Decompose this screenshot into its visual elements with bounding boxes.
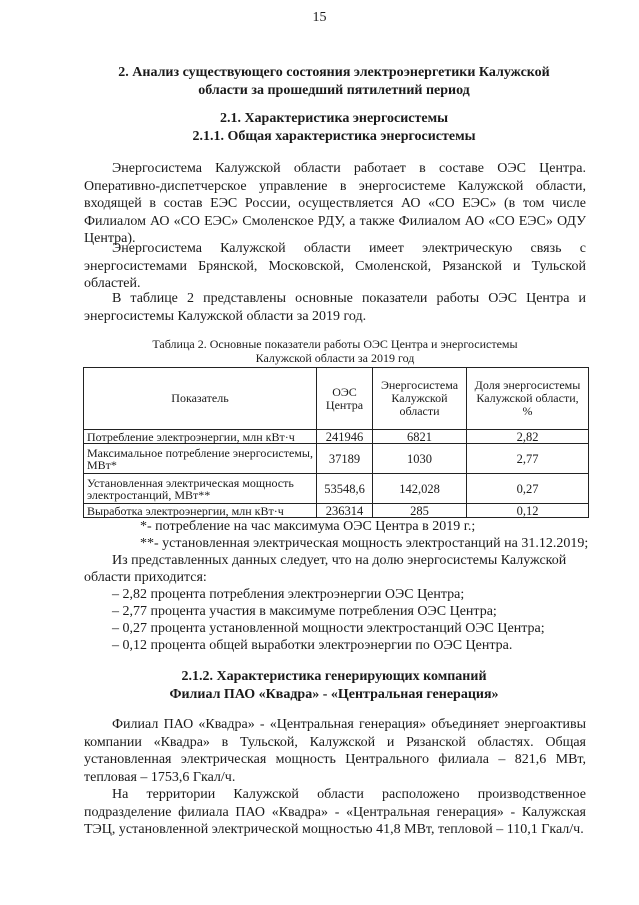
table-row [84, 474, 589, 504]
header-oes-center: ОЭС Центра [317, 368, 373, 430]
table-caption-line1: Таблица 2. Основные показатели работы ОЭС Центра и энергосистемы [152, 337, 518, 351]
list-item: – 2,77 процента участия в максимуме потребления ОЭС Центра; [112, 604, 497, 619]
subsection-heading-kvadra: Филиал ПАО «Квадра» - «Центральная генерация» [169, 687, 499, 702]
table-row [84, 430, 589, 444]
table-row [84, 504, 589, 518]
indicators-table [83, 367, 589, 518]
header-indicator: Показатель [84, 368, 317, 430]
section-heading-2-1-2: 2.1.2. Характеристика генерирующих компаний [181, 669, 487, 684]
table-caption-line2: Калужской области за 2019 год [255, 351, 415, 365]
header-kaluga-system: Энергосистема Калужской области [373, 368, 467, 430]
row-oes-value: 236314 [317, 504, 373, 518]
conclusion-intro-line1: Из представленных данных следует, что на долю энергосистемы Калужской [112, 553, 567, 568]
header-share: Доля энергосистемы Калужской области, % [467, 368, 589, 430]
row-share-value: 0,27 [467, 474, 589, 504]
footnote-installed-capacity: **- установленная электрическая мощность электростанций на 31.12.2019; [140, 536, 589, 551]
conclusion-intro-line2: области приходится: [84, 570, 207, 585]
paragraph-kaluga-tec: На территории Калужской области расположено производственное подразделение филиала ПАО «Квадра» - «Центральная генерация» - Калужская ТЭЦ, установленной электрической мощностью 41,8 МВт, тепловой – 110,1 Гкал/ч. [84, 787, 586, 838]
list-item: – 2,82 процента потребления электроэнергии ОЭС Центра; [112, 587, 465, 602]
paragraph-kvadra-branch: Филиал ПАО «Квадра» - «Центральная генерация» объединяет энергоактивы компании «Квадра» в Тульской, Калужской и Рязанской областях. Общая установленная электрическая мощность Центрального филиала – 821,6 МВт, тепловая – 1753,6 Гкал/ч. [84, 717, 586, 785]
row-name: Установленная электрическая мощность электростанций, МВт** [84, 474, 317, 504]
list-item: – 0,27 процента установленной мощности электростанций ОЭС Центра; [112, 621, 545, 636]
row-oes-value: 241946 [317, 430, 373, 444]
row-kaluga-value: 1030 [373, 444, 467, 474]
row-name: Максимальное потребление энергосистемы, МВт* [84, 444, 317, 474]
row-kaluga-value: 285 [373, 504, 467, 518]
row-share-value: 2,82 [467, 430, 589, 444]
row-oes-value: 53548,6 [317, 474, 373, 504]
row-share-value: 2,77 [467, 444, 589, 474]
paragraph-energy-system: Энергосистема Калужской области работает в составе ОЭС Центра. Оперативно-диспетчерское управление в энергосистеме Калужской области, входящей в состав ЕЭС России, осуществляется АО «СО ЕЭС» (в том числе Филиалом АО «СО ЕЭС» Смоленское РДУ, а также Филиалом АО «СО ЕЭС» ОДУ Центра). [84, 161, 586, 247]
table-row [84, 444, 589, 474]
section-heading-2-1-1: 2.1.1. Общая характеристика энергосистемы [192, 129, 476, 144]
row-kaluga-value: 6821 [373, 430, 467, 444]
paragraph-connections: Энергосистема Калужской области имеет электрическую связь с энергосистемами Брянской, Московской, Смоленской, Рязанской и Тульской областей. [84, 241, 586, 292]
paragraph-table-intro: В таблице 2 представлены основные показатели работы ОЭС Центра и энергосистемы Калужской области за 2019 год. [84, 291, 586, 324]
page-number: 15 [312, 10, 327, 25]
footnote-max-consumption: *- потребление на час максимума ОЭС Центра в 2019 г.; [140, 519, 476, 534]
row-oes-value: 37189 [317, 444, 373, 474]
table-header-row [84, 368, 589, 430]
row-name: Выработка электроэнергии, млн кВт·ч [84, 504, 317, 518]
list-item: – 0,12 процента общей выработки электроэнергии по ОЭС Центра. [112, 638, 513, 653]
row-share-value: 0,12 [467, 504, 589, 518]
row-kaluga-value: 142,028 [373, 474, 467, 504]
row-name: Потребление электроэнергии, млн кВт·ч [84, 430, 317, 444]
section-heading-2-line1: 2. Анализ существующего состояния электроэнергетики Калужской [118, 65, 550, 80]
section-heading-2-line2: области за прошедший пятилетний период [198, 83, 470, 98]
section-heading-2-1: 2.1. Характеристика энергосистемы [219, 111, 449, 126]
